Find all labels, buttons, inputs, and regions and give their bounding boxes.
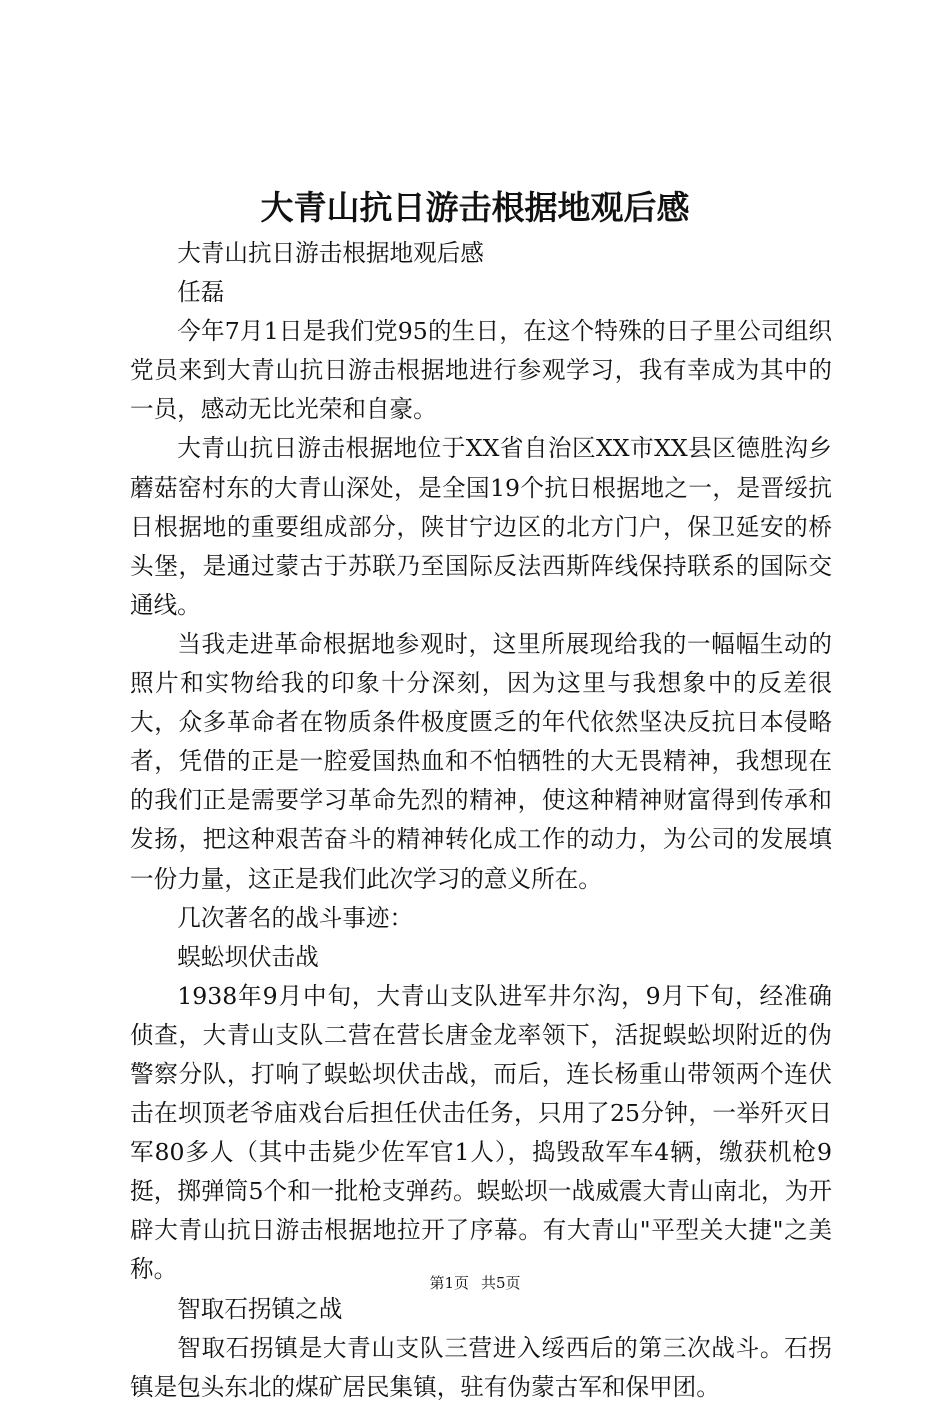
document-title: 大青山抗日游击根据地观后感 xyxy=(260,188,690,227)
page-number: 第1页 xyxy=(429,1274,469,1292)
document-body xyxy=(130,234,832,1407)
subtitle-paragraph: 大青山抗日游击根据地观后感 xyxy=(177,239,484,267)
body-paragraph: 大青山抗日游击根据地位于XX省自治区XX市XX县区德胜沟乡蘑菇窑村东的大青山深处，是全国19个抗日根据地之一，是晋绥抗日根据地的重要组成部分，陕甘宁边区的北方门户，保卫延安的桥头堡，是通过蒙古于苏联乃至国际反法西斯阵线保持联系的国际交通线。 xyxy=(130,434,832,619)
author-paragraph: 任磊 xyxy=(177,278,225,307)
page-footer xyxy=(0,1272,950,1294)
section-heading: 几次著名的战斗事迹： xyxy=(177,903,414,932)
subsection-heading: 蜈蚣坝伏击战 xyxy=(177,942,319,971)
body-paragraph: 智取石拐镇是大青山支队三营进入绥西后的第三次战斗。石拐镇是包头东北的煤矿居民集镇，驻有伪蒙古军和保甲团。 xyxy=(130,1333,832,1401)
body-paragraph: 当我走进革命根据地参观时，这里所展现给我的一幅幅生动的照片和实物给我的印象十分深刻，因为这里与我想象中的反差很大，众多革命者在物质条件极度匮乏的年代依然坚决反抗日本侵略者，凭借的正是一腔爱国热血和不怕牺牲的大无畏精神，我想现在的我们正是需要学习革命先烈的精神，使这种精神财富得到传承和发扬，把这种艰苦奋斗的精神转化成工作的动力，为公司的发展填一份力量，这正是我们此次学习的意义所在。 xyxy=(130,629,832,893)
body-paragraph: 1938年9月中旬，大青山支队进军井尔沟，9月下旬，经准确侦查，大青山支队二营在营长唐金龙率领下，活捉蜈蚣坝附近的伪警察分队，打响了蜈蚣坝伏击战，而后，连长杨重山带领两个连伏击在坝顶老爷庙戏台后担任伏击任务，只用了25分钟，一举歼灭日军80多人（其中击毙少佐军官1人），捣毁敌军车4辆，缴获机枪9挺，掷弹筒5个和一批枪支弹药。蜈蚣坝一战威震大青山南北，为开辟大青山抗日游击根据地拉开了序幕。有大青山"平型关大捷"之美称。 xyxy=(130,981,832,1284)
page-total: 共5页 xyxy=(481,1274,521,1292)
body-paragraph: 今年7月1日是我们党95的生日，在这个特殊的日子里公司组织党员来到大青山抗日游击根据地进行参观学习，我有幸成为其中的一员，感动无比光荣和自豪。 xyxy=(130,317,832,424)
subsection-heading: 智取石拐镇之战 xyxy=(177,1294,343,1323)
